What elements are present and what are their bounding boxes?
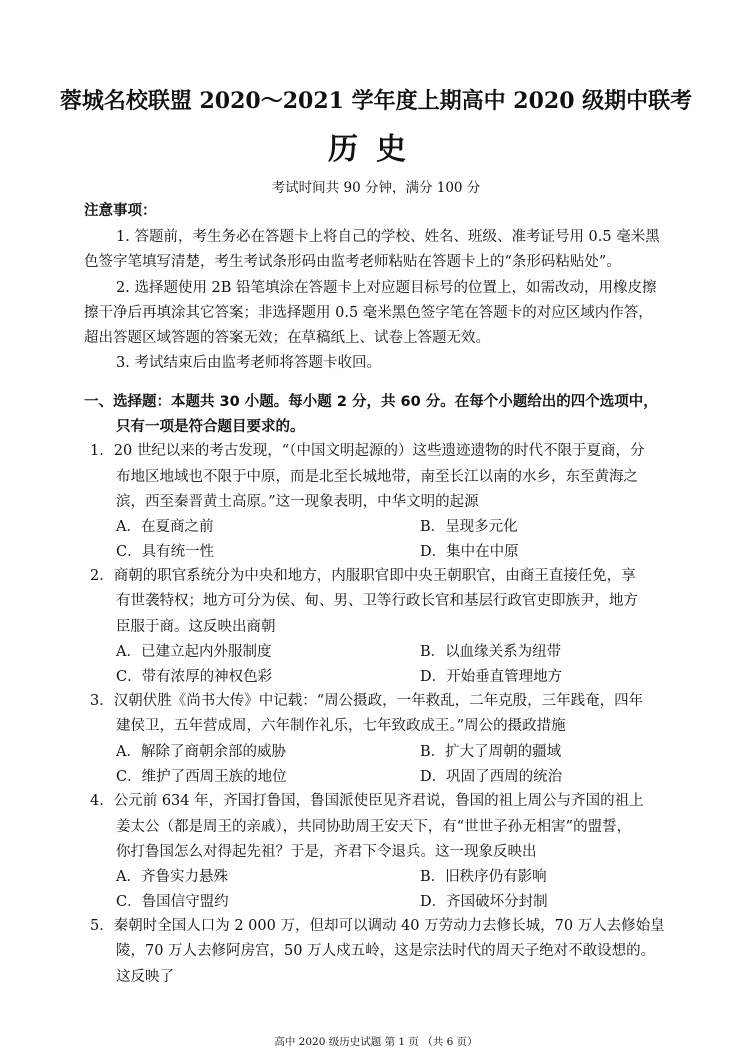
notice-line: 色签字笔填写清楚，考生考试条形码由监考老师粘贴在答题卡上的“条形码粘贴处”。 — [84, 254, 621, 270]
exam-title: 蓉城名校联盟 2020～2021 学年度上期高中 2020 级期中联考 — [59, 88, 693, 114]
question-5-line: 这反映了 — [116, 969, 174, 985]
notice-heading: 注意事项： — [84, 203, 157, 219]
question-3-option-d[interactable]: D．巩固了西周的统治 — [420, 769, 563, 785]
question-2-option-b[interactable]: B．以血缘关系为纽带 — [420, 644, 562, 660]
question-5-line: 5．秦朝时全国人口为 2 000 万，但却可以调动 40 万劳动力去修长城，70 万人去修始皇 — [90, 918, 665, 934]
question-4-option-b[interactable]: B．旧秩序仍有影响 — [420, 869, 547, 885]
question-1-option-d[interactable]: D．集中在中原 — [420, 544, 519, 560]
question-5-line: 陵，70 万人去修阿房宫，50 万人戍五岭，这是宗法时代的周天子绝对不敢设想的。 — [116, 943, 656, 959]
page-footer: 高中 2020 级历史试题 第 1 页 （共 6 页） — [274, 1036, 478, 1048]
question-2-option-a[interactable]: A．已建立起内外服制度 — [116, 644, 272, 660]
question-2-option-c[interactable]: C．带有浓厚的神权色彩 — [116, 669, 273, 685]
question-4-option-d[interactable]: D．齐国破坏分封制 — [420, 894, 548, 910]
question-1-line: 1．20 世纪以来的考古发现，“（中国文明起源的）这些遗迹遗物的时代不限于夏商，分 — [90, 443, 645, 459]
notice-line: 超出答题区域答题的答案无效；在草稿纸上、试卷上答题无效。 — [84, 330, 490, 346]
question-1-line: 布地区地域也不限于中原，而是北至长城地带，南至长江以南的水乡，东至黄海之 — [116, 469, 638, 485]
question-4-line: 姜太公（都是周王的亲戚），共同协助周王安天下，有“世世子孙无相害”的盟誓， — [116, 819, 632, 835]
question-1-option-b[interactable]: B．呈现多元化 — [420, 519, 518, 535]
question-2-option-d[interactable]: D．开始垂直管理地方 — [420, 669, 563, 685]
question-3-line: 3．汉朝伏胜《尚书大传》中记载：“周公摄政，一年救乱，二年克殷，三年践奄，四年 — [90, 693, 644, 709]
subject-title: 历史 — [328, 132, 424, 167]
question-2-line: 有世袭特权；地方可分为侯、甸、男、卫等行政长官和基层行政官吏即族尹，地方 — [116, 593, 638, 609]
notice-line: 擦干净后再填涂其它答案；非选择题用 0.5 毫米黑色签字笔在答题卡的对应区域内作答， — [84, 305, 653, 321]
question-2-line: 2．商朝的职官系统分为中央和地方，内服职官即中央王朝职官，由商王直接任免，享 — [90, 568, 636, 584]
notice-line: 2. 选择题使用 2B 铅笔填涂在答题卡上对应题目标号的位置上，如需改动，用橡皮擦 — [116, 280, 657, 296]
section-heading: 一、选择题：本题共 30 小题。每小题 2 分，共 60 分。在每个小题给出的四个选项中， — [84, 394, 658, 410]
question-1-line: 滨，西至秦晋黄土高原。”这一现象表明，中华文明的起源 — [116, 494, 479, 510]
question-4-option-c[interactable]: C．鲁国信守盟约 — [116, 894, 229, 910]
notice-line: 3. 考试结束后由监考老师将答题卡收回。 — [116, 355, 381, 371]
question-3-option-c[interactable]: C．维护了西周王族的地位 — [116, 769, 287, 785]
notice-line: 1. 答题前，考生务必在答题卡上将自己的学校、姓名、班级、准考证号用 0.5 毫米黑 — [116, 229, 660, 245]
question-1-option-c[interactable]: C．具有统一性 — [116, 544, 215, 560]
section-heading-cont: 只有一项是符合题目要求的。 — [116, 419, 305, 435]
exam-info: 考试时间共 90 分钟，满分 100 分 — [271, 180, 481, 196]
question-3-line: 建侯卫，五年营成周，六年制作礼乐，七年致政成王。”周公的摄政措施 — [116, 718, 566, 734]
question-4-line: 你打鲁国怎么对得起先祖？于是，齐君下令退兵。这一现象反映出 — [116, 844, 537, 860]
question-1-option-a[interactable]: A．在夏商之前 — [116, 519, 214, 535]
question-4-line: 4．公元前 634 年，齐国打鲁国，鲁国派使臣见齐君说，鲁国的祖上周公与齐国的祖上 — [90, 793, 644, 809]
question-3-option-b[interactable]: B．扩大了周朝的疆域 — [420, 744, 562, 760]
question-3-option-a[interactable]: A．解除了商朝余部的威胁 — [116, 744, 286, 760]
question-4-option-a[interactable]: A．齐鲁实力悬殊 — [116, 869, 228, 885]
question-2-line: 臣服于商。这反映出商朝 — [116, 619, 276, 635]
